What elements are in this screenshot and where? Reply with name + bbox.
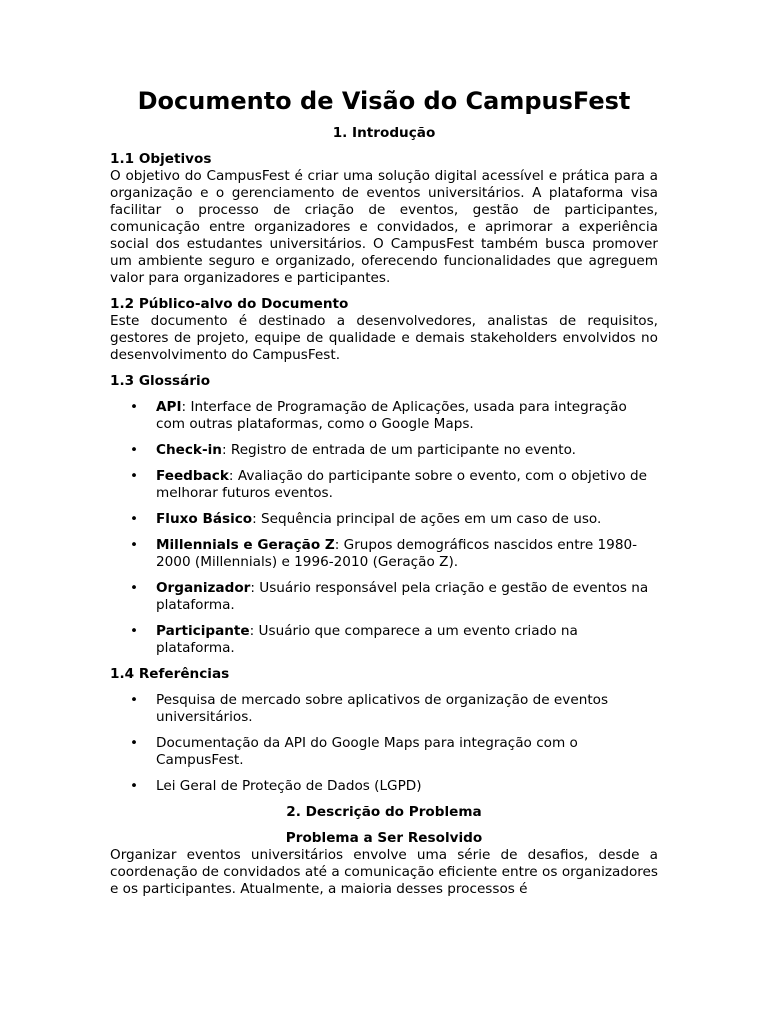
audience-paragraph: Este documento é destinado a desenvolvedores, analistas de requisitos, gestores de projeto, equipe de qualidade e demais stakeholders envolvidos no desenvolvimento do CampusFest. [110,313,658,363]
glossary-item-check-in [110,442,658,459]
references-list [110,692,658,795]
objectives-paragraph: O objetivo do CampusFest é criar uma solução digital acessível e prática para a organização e o gerenciamento de eventos universitários. A plataforma visa facilitar o processo de criação de eventos, gestão de participantes, comunicação entre organizadores e convidados, e aprimorar a experiência social dos estudantes universitários. O CampusFest também busca promover um ambiente seguro e organizado, oferecendo funcionalidades que agreguem valor para organizadores e participantes. [110,168,658,286]
glossary-item-participante [110,623,658,657]
reference-text: Lei Geral de Proteção de Dados (LGPD) [156,778,422,794]
objectives-heading: 1.1 Objetivos [110,151,212,167]
glossary-term: Millennials e Geração Z [156,537,335,553]
reference-text: Pesquisa de mercado sobre aplicativos de organização de eventos universitários. [156,692,609,725]
bullet-icon: • [130,399,139,415]
section-2-heading: 2. Descrição do Problema [286,804,482,820]
references-heading: 1.4 Referências [110,666,230,682]
glossary-definition: : Registro de entrada de um participante no evento. [221,442,576,458]
bullet-icon: • [130,468,139,484]
glossary-item-feedback [110,468,658,502]
audience-heading: 1.2 Público-alvo do Documento [110,296,349,312]
section-1-heading: 1. Introdução [332,125,436,141]
document-title: Documento de Visão do CampusFest [137,87,631,115]
bullet-icon: • [130,692,139,708]
glossary-list [110,399,658,657]
glossary-definition: : Usuário responsável pela criação e gestão de eventos na plataforma. [156,580,649,613]
glossary-term: Participante [156,623,250,639]
glossary-definition: : Grupos demográficos nascidos entre 1980-2000 (Millennials) e 1996-2010 (Geração Z). [156,537,638,570]
bullet-icon: • [130,580,139,596]
problem-subheading: Problema a Ser Resolvido [285,830,483,846]
bullet-icon: • [130,511,139,527]
glossary-item-millennials [110,537,658,571]
glossary-definition: : Interface de Programação de Aplicações, usada para integração com outras plataformas, como o Google Maps. [156,399,627,432]
problem-paragraph: Organizar eventos universitários envolve uma série de desafios, desde a coordenação de convidados até a comunicação eficiente entre os organizadores e os participantes. Atualmente, a maioria desses processos é [110,847,658,897]
glossary-item-api [110,399,658,433]
glossary-term: Organizador [156,580,251,596]
reference-item [110,735,658,769]
glossary-item-organizador [110,580,658,614]
glossary-term: Check-in [156,442,222,458]
glossary-term: API [156,399,182,415]
bullet-icon: • [130,442,139,458]
reference-item [110,692,658,726]
glossary-item-fluxo-basico [110,511,658,528]
bullet-icon: • [130,735,139,751]
bullet-icon: • [130,537,139,553]
reference-item [110,778,658,795]
glossary-definition: : Avaliação do participante sobre o evento, com o objetivo de melhorar futuros eventos. [156,468,647,501]
glossary-term: Fluxo Básico [156,511,253,527]
glossary-heading: 1.3 Glossário [110,373,211,389]
glossary-term: Feedback [156,468,229,484]
glossary-definition: : Sequência principal de ações em um caso de uso. [252,511,602,527]
reference-text: Documentação da API do Google Maps para integração com o CampusFest. [156,735,578,768]
bullet-icon: • [130,778,139,794]
bullet-icon: • [130,623,139,639]
glossary-definition: : Usuário que comparece a um evento criado na plataforma. [156,623,578,656]
